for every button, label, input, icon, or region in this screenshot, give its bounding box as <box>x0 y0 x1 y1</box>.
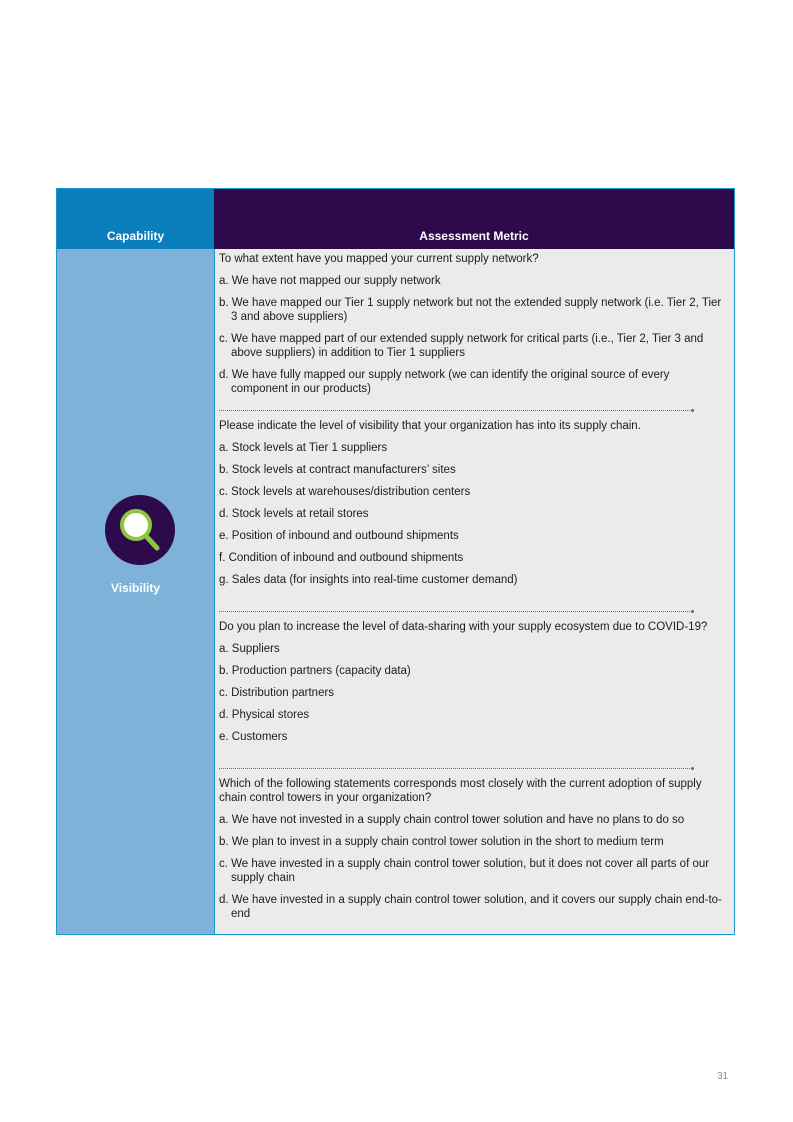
question-text: Which of the following statements corresponds most closely with the current adoption of supply chain control towers in your organization? <box>219 778 702 804</box>
question-section <box>219 777 728 921</box>
metric-header-label: Assessment Metric <box>419 229 529 243</box>
answer-option: f. Condition of inbound and outbound shipments <box>219 552 464 564</box>
capability-label: Visibility <box>110 581 161 595</box>
answer-option: b. Production partners (capacity data) <box>219 665 411 677</box>
dotted-divider <box>219 410 692 411</box>
question-section <box>219 419 728 587</box>
capability-column <box>57 249 214 934</box>
answer-option: b. Stock levels at contract manufacturers’ sites <box>219 464 456 476</box>
answer-option: c. We have mapped part of our extended supply network for critical parts (i.e., Tier 2, Tier 3 and above suppliers) in addition to Tier 1 suppliers <box>219 333 704 359</box>
answer-option: c. Stock levels at warehouses/distribution centers <box>219 486 471 498</box>
magnifier-icon <box>105 495 175 565</box>
dotted-divider <box>219 768 692 769</box>
answer-option: b. We plan to invest in a supply chain control tower solution in the short to medium term <box>219 836 664 848</box>
answer-option: c. We have invested in a supply chain control tower solution, but it does not cover all parts of our supply chain <box>219 858 710 884</box>
capability-header <box>57 189 214 249</box>
answer-option: a. Suppliers <box>219 643 280 655</box>
question-section <box>219 620 728 744</box>
metric-header <box>214 189 734 249</box>
question-text: To what extent have you mapped your current supply network? <box>219 253 539 265</box>
question-text: Please indicate the level of visibility that your organization has into its supply chain. <box>219 420 641 432</box>
answer-option: a. We have not mapped our supply network <box>219 275 441 287</box>
dotted-divider <box>219 611 692 612</box>
answer-option: b. We have mapped our Tier 1 supply network but not the extended supply network (i.e. Tier 2, Tier 3 and above suppliers) <box>219 297 722 323</box>
question-text: Do you plan to increase the level of data-sharing with your supply ecosystem due to COVID-19? <box>219 621 708 633</box>
answer-option: a. Stock levels at Tier 1 suppliers <box>219 442 388 454</box>
answer-option: d. We have fully mapped our supply network (we can identify the original source of every component in our products) <box>219 369 670 395</box>
answer-option: e. Customers <box>219 731 288 743</box>
metric-content <box>219 252 728 929</box>
assessment-table <box>56 188 735 935</box>
question-section <box>219 252 728 396</box>
answer-option: d. Stock levels at retail stores <box>219 508 369 520</box>
answer-option: a. We have not invested in a supply chain control tower solution and have no plans to do so <box>219 814 685 826</box>
answer-option: e. Position of inbound and outbound shipments <box>219 530 459 542</box>
capability-header-label: Capability <box>106 229 165 243</box>
answer-option: d. Physical stores <box>219 709 310 721</box>
answer-option: g. Sales data (for insights into real-time customer demand) <box>219 574 518 586</box>
answer-option: d. We have invested in a supply chain control tower solution, and it covers our supply chain end-to-end <box>219 894 722 920</box>
answer-option: c. Distribution partners <box>219 687 335 699</box>
page-number: 31 <box>717 1071 729 1082</box>
